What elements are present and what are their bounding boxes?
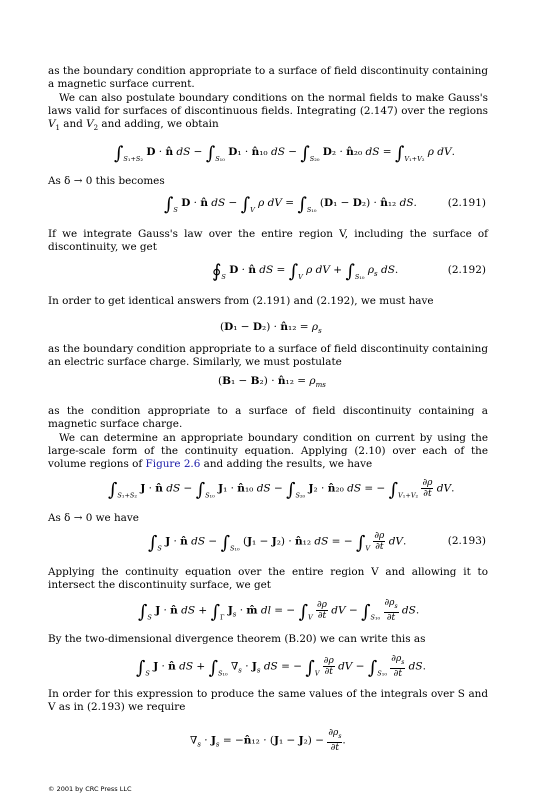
- paragraph-2: We can also postulate boundary conditions on the normal fields to make Gauss's laws valid for surfaces of discontinuous fields. Integrating (2.147) over the regions $V_1$ and $V_2$ and adding, we obtain: [48, 92, 488, 133]
- equation-2-192: $∮_S$ D · n̂ dS = $\int_V$ ρ dV + $\int_{S_{10}}$ $\rho_s$ dS. (2.192): [212, 261, 486, 282]
- equation-electric-charge-bc: (D₁ − D₂) · n̂₁₂ = $\rho_s$: [220, 321, 322, 336]
- paragraph-7: as the condition appropriate to a surface of field discontinuity containing a magnetic surface charge.: [48, 405, 488, 430]
- equation-magnetic-charge-bc: (B₁ − B₂) · n̂₁₂ = $\rho_{ms}$: [218, 375, 326, 390]
- equation-2-193: $\int_S$ J · n̂ dS − $\int_{S_{10}}$ (J₁ − J₂) · n̂₁₂ dS = − $\int_V$ $\frac{\partial\rho}{\partial t}$ dV. (2.193): [148, 531, 486, 554]
- equation-continuity-two-regions: $\int_{S_1+S_2}$ J · n̂ dS − $\int_{S_{10}}$ J₁ · n̂₁₀ dS − $\int_{S_{20}}$ J₂ · n̂₂₀ dS = − $\int_{V_1+V_2}$ $\frac{\partial\rho}{\partial t}$ dV.: [108, 478, 455, 501]
- equation-surface-current-bc: $\nabla_s \cdot J_s$ = −n̂₁₂ · (J₁ − J₂) − $\frac{\partial\rho_s}{\partial t}$ .: [190, 728, 346, 753]
- paragraph-5: In order to get identical answers from (2.191) and (2.192), we must have: [48, 295, 434, 307]
- paragraph-1: as the boundary condition appropriate to a surface of field discontinuity containing a magnetic surface current.: [48, 65, 488, 90]
- equation-number: (2.193): [447, 535, 486, 547]
- equation-divergence-form: $\int_S$ J · n̂ dS + $\int_{S_{10}}$ $\nabla_s \cdot J_s$ dS = − $\int_V$ $\frac{\partial\rho}{\partial t}$ dV − $\int_{S_{10}}$ $\frac{\partial\rho_s}{\partial t}$ dS.: [136, 654, 426, 679]
- paragraph-11: By the two-dimensional divergence theorem (B.20) we can write this as: [48, 633, 426, 645]
- equation-number: (2.191): [447, 197, 486, 209]
- paragraph-6: as the boundary condition appropriate to a surface of field discontinuity containing an electric surface charge. Similarly, we must postulate: [48, 343, 488, 368]
- paragraph-9: As δ → 0 we have: [48, 512, 139, 524]
- paragraph-4: If we integrate Gauss's law over the entire region V, including the surface of discontinuity, we get: [48, 228, 488, 253]
- figure-link[interactable]: Figure 2.6: [145, 458, 201, 470]
- paragraph-3: As δ → 0 this becomes: [48, 175, 165, 187]
- paragraph-12: In order for this expression to produce the same values of the integrals over S and V as in (2.193) we require: [48, 688, 488, 713]
- copyright-footer: © 2001 by CRC Press LLC: [48, 785, 132, 793]
- paragraph-8: We can determine an appropriate boundary condition on current by using the large-scale form of the continuity equation. Applying (2.10) over each of the volume regions of Figure 2.6 and adding the results, we have: [48, 432, 488, 470]
- equation-gauss-two-regions: $\int_{S_1+S_2}$ D · n̂ dS − $\int_{S_{10}}$ D₁ · n̂₁₀ dS − $\int_{S_{20}}$ D₂ · n̂₂₀ dS = $\int_{V_1+V_2}$ ρ dV.: [114, 143, 455, 164]
- paragraph-10: Applying the continuity equation over the entire region V and allowing it to intersect the discontinuity surface, we get: [48, 566, 488, 591]
- equation-continuity-whole-region: $\int_S$ J · n̂ dS + $\int_\Gamma$ $J_s$ · m̂ dl = − $\int_V$ $\frac{\partial\rho}{\partial t}$ dV − $\int_{S_{10}}$ $\frac{\partial\rho_s}{\partial t}$ dS.: [138, 598, 420, 623]
- equation-2-191: $\int_S$ D · n̂ dS − $\int_V$ ρ dV = $\int_{S_{10}}$ (D₁ − D₂) · n̂₁₂ dS. (2.191): [164, 194, 486, 215]
- equation-number: (2.192): [447, 264, 486, 276]
